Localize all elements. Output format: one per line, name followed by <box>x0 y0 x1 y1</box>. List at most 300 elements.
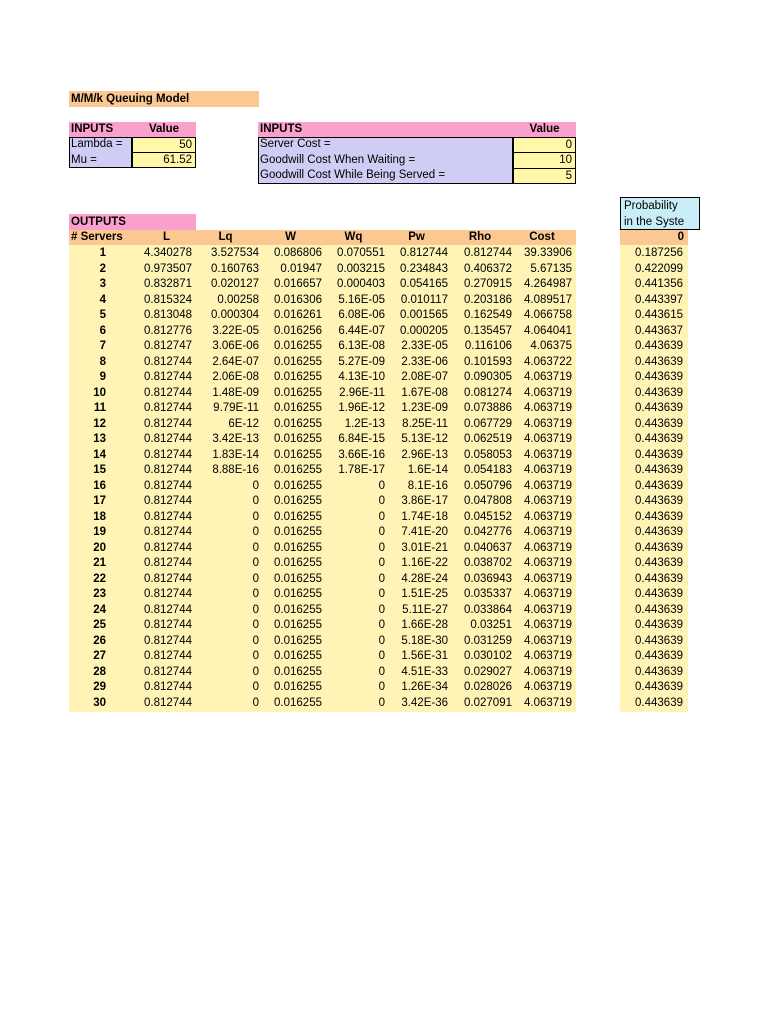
col-header-w[interactable]: W <box>285 231 296 243</box>
probability-cell[interactable]: 0.422099 <box>635 262 683 275</box>
cell-wq[interactable]: 1.78E-17 <box>338 464 385 476</box>
cell-wq[interactable]: 6.08E-06 <box>338 309 385 321</box>
cell-w[interactable]: 0.016255 <box>274 355 322 368</box>
cell-l[interactable]: 0.812744 <box>144 557 192 569</box>
cell-pw[interactable]: 2.33E-06 <box>401 355 448 368</box>
cell-lq[interactable]: 0 <box>252 526 259 538</box>
probability-cell[interactable]: 0.443615 <box>635 309 683 321</box>
cell-servers[interactable]: 24 <box>93 603 106 616</box>
cell-l[interactable]: 0.812747 <box>144 340 192 352</box>
cell-wq[interactable]: 1.2E-13 <box>344 417 385 430</box>
cell-w[interactable]: 0.016255 <box>274 619 322 631</box>
cell-w[interactable]: 0.016261 <box>274 309 322 321</box>
probability-cell[interactable]: 0.443639 <box>635 340 683 352</box>
goodwill-served-label[interactable]: Goodwill Cost While Being Served = <box>260 169 446 181</box>
cell-wq[interactable]: 2.96E-11 <box>339 386 385 399</box>
cell-lq[interactable]: 2.64E-07 <box>212 355 259 368</box>
cell-wq[interactable]: 6.84E-15 <box>338 433 385 445</box>
cell-l[interactable]: 0.812744 <box>144 479 192 492</box>
inputs-left-value-header[interactable]: Value <box>132 122 196 137</box>
cell-pw[interactable]: 0.010117 <box>400 293 448 306</box>
cell-wq[interactable]: 0 <box>378 588 385 600</box>
cell-rho[interactable]: 0.029027 <box>464 665 512 678</box>
cell-cost[interactable]: 5.67135 <box>530 262 572 275</box>
cell-w[interactable]: 0.016255 <box>274 386 322 399</box>
cell-w[interactable]: 0.016255 <box>274 371 322 383</box>
cell-servers[interactable]: 7 <box>99 340 106 352</box>
cell-pw[interactable]: 3.42E-36 <box>401 696 448 709</box>
cell-lq[interactable]: 0 <box>252 572 259 585</box>
cell-l[interactable]: 0.812744 <box>144 634 192 647</box>
cell-cost[interactable]: 4.063719 <box>524 479 572 492</box>
cell-rho[interactable]: 0.027091 <box>464 696 512 709</box>
probability-cell[interactable]: 0.443639 <box>635 495 683 507</box>
inputs-right-header[interactable]: INPUTS <box>258 122 513 137</box>
cell-pw[interactable]: 2.08E-07 <box>401 371 448 383</box>
cell-rho[interactable]: 0.081274 <box>464 386 512 399</box>
cell-servers[interactable]: 29 <box>93 681 106 693</box>
goodwill-served-value[interactable]: 5 <box>513 168 576 184</box>
cell-wq[interactable]: 0 <box>378 572 385 585</box>
cell-wq[interactable]: 0 <box>378 495 385 507</box>
cell-pw[interactable]: 1.6E-14 <box>407 464 448 476</box>
sheet-title[interactable]: M/M/k Queuing Model <box>69 91 259 107</box>
cell-servers[interactable]: 12 <box>93 417 106 430</box>
cell-l[interactable]: 0.812744 <box>144 603 192 616</box>
cell-servers[interactable]: 23 <box>93 588 106 600</box>
cell-cost[interactable]: 39.33906 <box>524 247 572 259</box>
cell-cost[interactable]: 4.063719 <box>524 619 572 631</box>
cell-lq[interactable]: 0.160763 <box>211 262 259 275</box>
cell-w[interactable]: 0.016255 <box>274 464 322 476</box>
cell-l[interactable]: 0.812744 <box>144 588 192 600</box>
col-header-pw[interactable]: Pw <box>408 231 425 243</box>
cell-l[interactable]: 0.812744 <box>144 371 192 383</box>
cell-lq[interactable]: 0 <box>252 495 259 507</box>
cell-pw[interactable]: 5.11E-27 <box>402 603 448 616</box>
cell-lq[interactable]: 6E-12 <box>228 417 259 430</box>
cell-rho[interactable]: 0.406372 <box>464 262 512 275</box>
cell-rho[interactable]: 0.045152 <box>464 510 512 523</box>
cell-w[interactable]: 0.016255 <box>274 603 322 616</box>
cell-pw[interactable]: 0.234843 <box>400 262 448 275</box>
cell-w[interactable]: 0.016255 <box>274 479 322 492</box>
cell-l[interactable]: 0.812744 <box>144 386 192 399</box>
cell-rho[interactable]: 0.090305 <box>464 371 512 383</box>
cell-rho[interactable]: 0.030102 <box>464 650 512 662</box>
cell-wq[interactable]: 0 <box>378 696 385 709</box>
cell-rho[interactable]: 0.116106 <box>464 340 512 352</box>
cell-pw[interactable]: 1.66E-28 <box>401 619 448 631</box>
cell-lq[interactable]: 0 <box>252 603 259 616</box>
cell-lq[interactable]: 0 <box>252 650 259 662</box>
lambda-value[interactable]: 50 <box>132 137 196 153</box>
probability-cell[interactable]: 0.443639 <box>635 433 683 445</box>
cell-rho[interactable]: 0.033864 <box>464 603 512 616</box>
cell-wq[interactable]: 1.96E-12 <box>338 402 385 414</box>
cell-wq[interactable]: 0 <box>378 526 385 538</box>
probability-header-box[interactable] <box>620 197 700 230</box>
cell-pw[interactable]: 1.51E-25 <box>401 588 448 600</box>
cell-lq[interactable]: 0 <box>252 588 259 600</box>
cell-cost[interactable]: 4.063719 <box>524 526 572 538</box>
cell-pw[interactable]: 4.28E-24 <box>401 572 448 585</box>
cell-cost[interactable]: 4.063719 <box>524 650 572 662</box>
cell-lq[interactable]: 3.527534 <box>211 247 259 259</box>
cell-lq[interactable]: 0 <box>252 479 259 492</box>
cell-l[interactable]: 0.812744 <box>144 417 192 430</box>
cell-cost[interactable]: 4.064041 <box>524 324 572 337</box>
cell-w[interactable]: 0.016255 <box>274 572 322 585</box>
cell-servers[interactable]: 25 <box>93 619 106 631</box>
cell-rho[interactable]: 0.073886 <box>464 402 512 414</box>
mu-value[interactable]: 61.52 <box>132 152 196 168</box>
cell-cost[interactable]: 4.066758 <box>524 309 572 321</box>
cell-lq[interactable]: 0 <box>252 696 259 709</box>
cell-rho[interactable]: 0.031259 <box>464 634 512 647</box>
cell-w[interactable]: 0.016255 <box>274 650 322 662</box>
cell-servers[interactable]: 4 <box>99 293 106 306</box>
cell-w[interactable]: 0.016255 <box>274 681 322 693</box>
cell-l[interactable]: 0.812744 <box>144 495 192 507</box>
cell-cost[interactable]: 4.089517 <box>524 293 572 306</box>
cell-servers[interactable]: 8 <box>99 355 106 368</box>
probability-cell[interactable]: 0.443637 <box>635 324 683 337</box>
cell-servers[interactable]: 17 <box>93 495 106 507</box>
cell-l[interactable]: 0.812744 <box>144 433 192 445</box>
cell-pw[interactable]: 0.001565 <box>400 309 448 321</box>
probability-cell[interactable]: 0.443639 <box>635 371 683 383</box>
cell-wq[interactable]: 0 <box>378 603 385 616</box>
probability-cell[interactable]: 0.443639 <box>635 557 683 569</box>
cell-lq[interactable]: 9.79E-11 <box>213 402 259 414</box>
cell-lq[interactable]: 3.06E-06 <box>212 340 259 352</box>
cell-pw[interactable]: 1.56E-31 <box>401 650 448 662</box>
cell-rho[interactable]: 0.101593 <box>464 355 512 368</box>
cell-l[interactable]: 0.812744 <box>144 541 192 554</box>
cell-servers[interactable]: 22 <box>93 572 106 585</box>
cell-cost[interactable]: 4.063719 <box>524 510 572 523</box>
cell-servers[interactable]: 6 <box>99 324 106 337</box>
server-cost-value[interactable]: 0 <box>513 137 576 153</box>
cell-lq[interactable]: 0.020127 <box>211 278 259 290</box>
cell-lq[interactable]: 0.00258 <box>217 293 259 306</box>
cell-servers[interactable]: 28 <box>93 665 106 678</box>
cell-l[interactable]: 0.973507 <box>144 262 192 275</box>
cell-pw[interactable]: 2.96E-13 <box>401 448 448 461</box>
cell-lq[interactable]: 0 <box>252 557 259 569</box>
cell-w[interactable]: 0.016255 <box>274 495 322 507</box>
cell-lq[interactable]: 3.22E-05 <box>212 324 259 337</box>
cell-lq[interactable]: 0 <box>252 619 259 631</box>
probability-cell[interactable]: 0.441356 <box>635 278 683 290</box>
col-header-rho[interactable]: Rho <box>468 231 492 243</box>
cell-pw[interactable]: 4.51E-33 <box>401 665 448 678</box>
mu-label[interactable]: Mu = <box>71 154 97 166</box>
cell-cost[interactable]: 4.063719 <box>524 665 572 678</box>
cell-w[interactable]: 0.016255 <box>274 588 322 600</box>
cell-rho[interactable]: 0.047808 <box>464 495 512 507</box>
cell-l[interactable]: 0.812744 <box>144 402 192 414</box>
cell-wq[interactable]: 0 <box>378 650 385 662</box>
cell-cost[interactable]: 4.063719 <box>524 588 572 600</box>
lambda-label[interactable]: Lambda = <box>71 138 123 150</box>
cell-pw[interactable]: 3.01E-21 <box>401 541 448 554</box>
cell-cost[interactable]: 4.063719 <box>524 402 572 414</box>
cell-lq[interactable]: 0 <box>252 541 259 554</box>
cell-lq[interactable]: 2.06E-08 <box>212 371 259 383</box>
cell-l[interactable]: 0.812744 <box>144 526 192 538</box>
cell-wq[interactable]: 5.16E-05 <box>338 293 385 306</box>
cell-w[interactable]: 0.016255 <box>274 665 322 678</box>
cell-pw[interactable]: 2.33E-05 <box>401 340 448 352</box>
col-header-cost[interactable]: Cost <box>529 231 555 243</box>
cell-pw[interactable]: 3.86E-17 <box>401 495 448 507</box>
cell-rho[interactable]: 0.062519 <box>464 433 512 445</box>
cell-rho[interactable]: 0.03251 <box>470 619 512 631</box>
cell-wq[interactable]: 0 <box>378 479 385 492</box>
cell-rho[interactable]: 0.812744 <box>464 247 512 259</box>
cell-l[interactable]: 0.812744 <box>144 355 192 368</box>
goodwill-waiting-value[interactable]: 10 <box>513 152 576 169</box>
cell-wq[interactable]: 0.000403 <box>337 278 385 290</box>
cell-servers[interactable]: 21 <box>93 557 106 569</box>
cell-wq[interactable]: 0.070551 <box>337 247 385 259</box>
cell-w[interactable]: 0.016256 <box>274 324 322 337</box>
probability-cell[interactable]: 0.443639 <box>635 417 683 430</box>
cell-cost[interactable]: 4.063719 <box>524 495 572 507</box>
cell-w[interactable]: 0.016255 <box>274 402 322 414</box>
cell-lq[interactable]: 8.88E-16 <box>212 464 259 476</box>
cell-wq[interactable]: 0 <box>378 557 385 569</box>
cell-w[interactable]: 0.016255 <box>274 557 322 569</box>
cell-pw[interactable]: 1.74E-18 <box>401 510 448 523</box>
cell-w[interactable]: 0.016255 <box>274 433 322 445</box>
cell-servers[interactable]: 27 <box>93 650 106 662</box>
col-header-servers[interactable]: # Servers <box>71 231 123 243</box>
cell-servers[interactable]: 11 <box>93 402 106 414</box>
cell-servers[interactable]: 2 <box>99 262 106 275</box>
cell-servers[interactable]: 9 <box>99 371 106 383</box>
cell-servers[interactable]: 10 <box>93 386 106 399</box>
cell-wq[interactable]: 4.13E-10 <box>338 371 385 383</box>
cell-rho[interactable]: 0.040637 <box>464 541 512 554</box>
cell-pw[interactable]: 1.26E-34 <box>401 681 448 693</box>
cell-lq[interactable]: 0.000304 <box>211 309 259 321</box>
cell-pw[interactable]: 1.23E-09 <box>401 402 448 414</box>
inputs-left-header[interactable]: INPUTS <box>69 122 132 137</box>
cell-wq[interactable]: 0 <box>378 665 385 678</box>
cell-pw[interactable]: 1.16E-22 <box>401 557 448 569</box>
cell-wq[interactable]: 5.27E-09 <box>338 355 385 368</box>
cell-wq[interactable]: 0 <box>378 634 385 647</box>
cell-w[interactable]: 0.016306 <box>274 293 322 306</box>
table-row <box>69 308 576 324</box>
goodwill-waiting-label[interactable]: Goodwill Cost When Waiting = <box>260 154 416 166</box>
probability-cell[interactable]: 0.443639 <box>635 464 683 476</box>
col-header-wq[interactable]: Wq <box>344 231 363 243</box>
probability-cell[interactable]: 0.443639 <box>635 696 683 709</box>
cell-pw[interactable]: 0.000205 <box>400 324 448 337</box>
cell-cost[interactable]: 4.264987 <box>524 278 572 290</box>
cell-cost[interactable]: 4.063719 <box>524 433 572 445</box>
probability-cell[interactable]: 0.443639 <box>635 603 683 616</box>
cell-l[interactable]: 0.813048 <box>144 309 192 321</box>
probability-cell[interactable]: 0.443639 <box>635 588 683 600</box>
cell-cost[interactable]: 4.063719 <box>524 603 572 616</box>
cell-wq[interactable]: 0 <box>378 510 385 523</box>
cell-cost[interactable]: 4.063719 <box>524 681 572 693</box>
cell-rho[interactable]: 0.203186 <box>464 293 512 306</box>
cell-wq[interactable]: 3.66E-16 <box>338 448 385 461</box>
cell-pw[interactable]: 0.812744 <box>400 247 448 259</box>
cell-lq[interactable]: 0 <box>252 634 259 647</box>
cell-cost[interactable]: 4.063719 <box>524 696 572 709</box>
cell-l[interactable]: 0.812744 <box>144 665 192 678</box>
cell-lq[interactable]: 1.83E-14 <box>212 448 259 461</box>
server-cost-label[interactable]: Server Cost = <box>260 138 331 150</box>
col-header-lq[interactable]: Lq <box>218 231 233 243</box>
cell-pw[interactable]: 0.054165 <box>400 278 448 290</box>
cell-w[interactable]: 0.016255 <box>274 510 322 523</box>
probability-cell[interactable]: 0.443639 <box>635 650 683 662</box>
probability-cell[interactable]: 0.443639 <box>635 541 683 554</box>
outputs-label[interactable]: OUTPUTS <box>69 214 196 230</box>
cell-rho[interactable]: 0.050796 <box>464 479 512 492</box>
probability-cell[interactable]: 0.443639 <box>635 681 683 693</box>
cell-cost[interactable]: 4.063719 <box>524 371 572 383</box>
cell-rho[interactable]: 0.135457 <box>464 324 512 337</box>
cell-lq[interactable]: 1.48E-09 <box>212 386 259 399</box>
cell-w[interactable]: 0.016255 <box>274 634 322 647</box>
cell-l[interactable]: 0.832871 <box>144 278 192 290</box>
cell-servers[interactable]: 30 <box>93 696 106 709</box>
cell-w[interactable]: 0.01947 <box>280 262 322 275</box>
cell-servers[interactable]: 5 <box>99 309 106 321</box>
cell-cost[interactable]: 4.063719 <box>524 557 572 569</box>
cell-l[interactable]: 0.812744 <box>144 619 192 631</box>
cell-rho[interactable]: 0.270915 <box>464 278 512 290</box>
cell-servers[interactable]: 16 <box>93 479 106 492</box>
cell-lq[interactable]: 0 <box>252 510 259 523</box>
cell-l[interactable]: 0.812776 <box>144 324 192 337</box>
probability-cell[interactable]: 0.443639 <box>635 526 683 538</box>
cell-l[interactable]: 0.815324 <box>144 293 192 306</box>
cell-l[interactable]: 4.340278 <box>144 247 192 259</box>
cell-cost[interactable]: 4.063722 <box>524 355 572 368</box>
cell-servers[interactable]: 15 <box>93 464 106 476</box>
cell-l[interactable]: 0.812744 <box>144 464 192 476</box>
cell-rho[interactable]: 0.042776 <box>464 526 512 538</box>
cell-rho[interactable]: 0.038702 <box>464 557 512 569</box>
cell-pw[interactable]: 5.18E-30 <box>401 634 448 647</box>
probability-cell[interactable]: 0.443639 <box>635 665 683 678</box>
cell-w[interactable]: 0.086806 <box>274 247 322 259</box>
probability-cell[interactable]: 0.443639 <box>635 479 683 492</box>
probability-cell[interactable]: 0.443397 <box>635 293 683 306</box>
cell-lq[interactable]: 3.42E-13 <box>212 433 259 445</box>
cell-cost[interactable]: 4.063719 <box>524 417 572 430</box>
cell-wq[interactable]: 0 <box>378 619 385 631</box>
probability-cell[interactable]: 0.187256 <box>635 247 683 259</box>
cell-w[interactable]: 0.016255 <box>274 526 322 538</box>
cell-w[interactable]: 0.016255 <box>274 541 322 554</box>
cell-l[interactable]: 0.812744 <box>144 696 192 709</box>
probability-cell[interactable]: 0.443639 <box>635 448 683 461</box>
cell-servers[interactable]: 14 <box>93 448 106 461</box>
table-row <box>69 355 576 371</box>
cell-l[interactable]: 0.812744 <box>144 681 192 693</box>
probability-col-header[interactable]: 0 <box>620 230 688 245</box>
cell-cost[interactable]: 4.063719 <box>524 572 572 585</box>
cell-cost[interactable]: 4.06375 <box>530 340 572 352</box>
cell-pw[interactable]: 7.41E-20 <box>401 526 448 538</box>
cell-rho[interactable]: 0.028026 <box>464 681 512 693</box>
cell-w[interactable]: 0.016255 <box>274 448 322 461</box>
cell-cost[interactable]: 4.063719 <box>524 386 572 399</box>
cell-pw[interactable]: 5.13E-12 <box>401 433 448 445</box>
cell-pw[interactable]: 8.25E-11 <box>402 417 448 430</box>
cell-servers[interactable]: 26 <box>93 634 106 647</box>
cell-w[interactable]: 0.016255 <box>274 696 322 709</box>
cell-cost[interactable]: 4.063719 <box>524 464 572 476</box>
cell-lq[interactable]: 0 <box>252 681 259 693</box>
cell-w[interactable]: 0.016657 <box>274 278 322 290</box>
cell-servers[interactable]: 3 <box>99 278 106 290</box>
cell-rho[interactable]: 0.036943 <box>464 572 512 585</box>
cell-rho[interactable]: 0.058053 <box>464 448 512 461</box>
probability-cell[interactable]: 0.443639 <box>635 402 683 414</box>
cell-wq[interactable]: 6.44E-07 <box>338 324 385 337</box>
cell-pw[interactable]: 1.67E-08 <box>401 386 448 399</box>
cell-servers[interactable]: 19 <box>93 526 106 538</box>
probability-cell[interactable]: 0.443639 <box>635 634 683 647</box>
cell-rho[interactable]: 0.035337 <box>464 588 512 600</box>
probability-cell[interactable]: 0.443639 <box>635 619 683 631</box>
cell-w[interactable]: 0.016255 <box>274 340 322 352</box>
cell-lq[interactable]: 0 <box>252 665 259 678</box>
cell-wq[interactable]: 0.003215 <box>337 262 385 275</box>
cell-cost[interactable]: 4.063719 <box>524 448 572 461</box>
cell-wq[interactable]: 6.13E-08 <box>338 340 385 352</box>
cell-wq[interactable]: 0 <box>378 541 385 554</box>
cell-cost[interactable]: 4.063719 <box>524 634 572 647</box>
table-row <box>69 665 576 681</box>
cell-pw[interactable]: 8.1E-16 <box>407 479 448 492</box>
cell-servers[interactable]: 20 <box>93 541 106 554</box>
cell-rho[interactable]: 0.054183 <box>464 464 512 476</box>
probability-cell[interactable]: 0.443639 <box>635 572 683 585</box>
table-row <box>69 494 576 510</box>
cell-l[interactable]: 0.812744 <box>144 510 192 523</box>
probability-cell[interactable]: 0.443639 <box>635 355 683 368</box>
cell-rho[interactable]: 0.162549 <box>464 309 512 321</box>
cell-l[interactable]: 0.812744 <box>144 572 192 585</box>
inputs-right-value-header[interactable]: Value <box>513 122 576 137</box>
cell-rho[interactable]: 0.067729 <box>464 417 512 430</box>
cell-l[interactable]: 0.812744 <box>144 650 192 662</box>
cell-w[interactable]: 0.016255 <box>274 417 322 430</box>
cell-wq[interactable]: 0 <box>378 681 385 693</box>
cell-servers[interactable]: 13 <box>93 433 106 445</box>
probability-cell[interactable]: 0.443639 <box>635 386 683 399</box>
cell-servers[interactable]: 1 <box>99 247 106 259</box>
cell-l[interactable]: 0.812744 <box>144 448 192 461</box>
probability-cell[interactable]: 0.443639 <box>635 510 683 523</box>
cell-cost[interactable]: 4.063719 <box>524 541 572 554</box>
cell-servers[interactable]: 18 <box>93 510 106 523</box>
col-header-l[interactable]: L <box>162 231 171 243</box>
